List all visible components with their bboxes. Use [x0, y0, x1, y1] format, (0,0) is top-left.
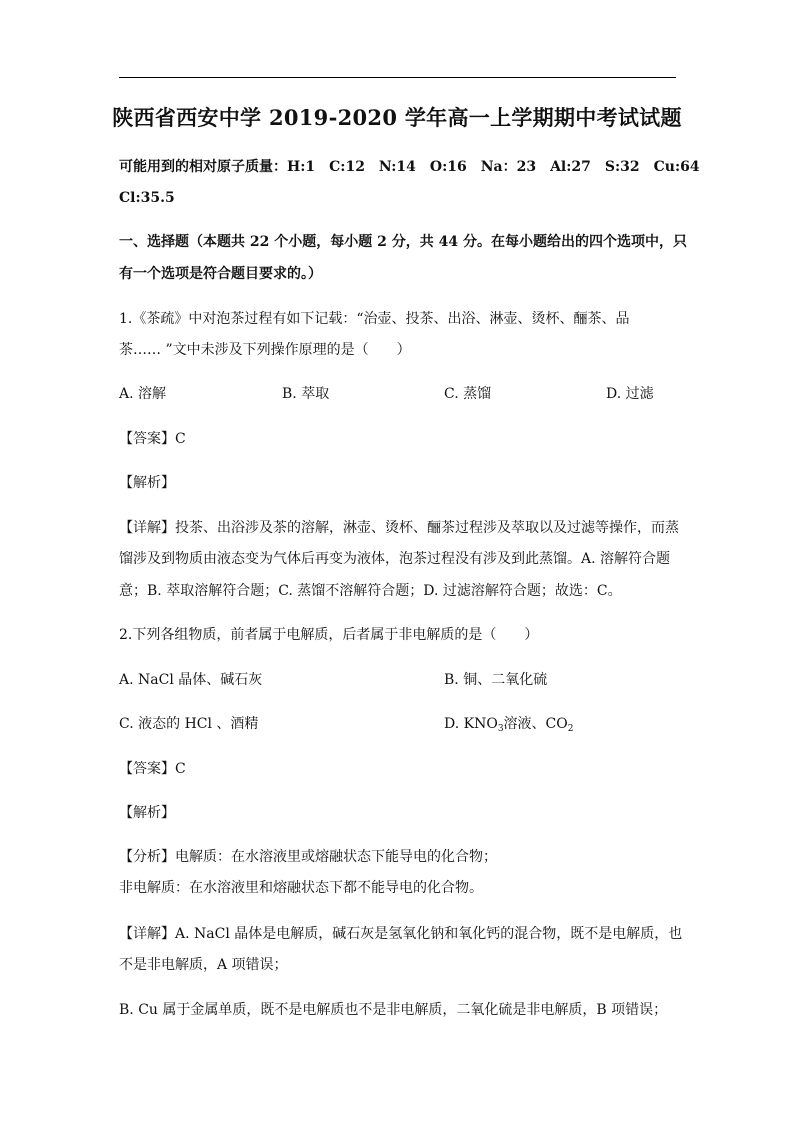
q1-option-b: B. 萃取: [282, 386, 330, 402]
q2-detail-line-3: B. Cu 属于金属单质，既不是电解质也不是非电解质，二氧化硫是非电解质，B 项错误；: [119, 1002, 668, 1018]
q2-analysis-text: 电解质：在水溶液里或熔融状态下能导电的化合物；: [175, 849, 497, 865]
q2-analysis-line-2: 非电解质：在水溶液里和熔融状态下都不能导电的化合物。: [119, 880, 483, 896]
q2-analysis-label: 【分析】: [119, 849, 175, 865]
q2-option-b: B. 铜、二氧化硫: [444, 672, 548, 688]
q1-detail-text: 投茶、出浴涉及茶的溶解，淋壶、烫杯、酾茶过程涉及萃取以及过滤等操作，而蒸: [175, 520, 679, 536]
atomic-mass-line-2: Cl:35.5: [119, 190, 175, 206]
q2-option-d: [444, 715, 573, 733]
q2-analysis-line-1: [119, 848, 497, 866]
q2-option-d-formula-2: 溶液、CO: [503, 716, 568, 732]
q1-detail-label: 【详解】: [119, 520, 175, 536]
q1-detail-line-3: 意；B. 萃取溶解符合题；C. 蒸馏不溶解符合题；D. 过滤溶解符合题；故选：C。: [119, 583, 622, 599]
header-rule: [119, 77, 676, 78]
q1-answer: 【答案】C: [119, 431, 186, 447]
q2-analysis: 【解析】: [119, 805, 175, 821]
section-heading-line-1: 一、选择题（本题共 22 个小题，每小题 2 分，共 44 分。在每小题给出的四个选项中，只: [119, 234, 687, 250]
atomic-mass-line-1: 可能用到的相对原子质量：H:1 C:12 N:14 O:16 Na：23 Al:27 S:32 Cu:64: [119, 159, 700, 175]
q2-answer: 【答案】C: [119, 761, 186, 777]
q1-option-d: D. 过滤: [606, 386, 654, 402]
q2-detail-text: A. NaCl 晶体是电解质，碱石灰是氢氧化钠和氧化钙的混合物，既不是电解质，也: [175, 926, 683, 942]
q1-option-c: C. 蒸馏: [444, 386, 492, 402]
q2-detail-label: 【详解】: [119, 926, 175, 942]
q2-detail-line-2: 不是非电解质，A 项错误；: [119, 957, 288, 973]
q2-option-d-subscript-2: 2: [567, 724, 574, 734]
q1-detail-line-1: [119, 519, 679, 537]
q2-stem: 2.下列各组物质，前者属于电解质，后者属于非电解质的是（ ）: [119, 627, 539, 643]
page-title: 陕西省西安中学 2019-2020 学年高一上学期期中考试试题: [112, 105, 682, 130]
q1-option-a: A. 溶解: [119, 386, 167, 402]
q1-analysis: 【解析】: [119, 475, 175, 491]
q2-option-a: A. NaCl 晶体、碱石灰: [119, 672, 263, 688]
section-heading-line-2: 有一个选项是符合题目要求的。）: [119, 266, 322, 282]
q1-stem-line-2: 茶…… ”文中未涉及下列操作原理的是（ ）: [119, 342, 411, 358]
q1-detail-line-2: 馏涉及到物质由液态变为气体后再变为液体，泡茶过程没有涉及到此蒸馏。A. 溶解符合题: [119, 551, 671, 567]
q2-option-d-formula-1: D. KNO: [444, 716, 498, 732]
q2-option-d-subscript-1: 3: [497, 724, 504, 734]
q2-detail-line-1: [119, 925, 682, 943]
q1-stem-line-1: 1.《茶疏》中对泡茶过程有如下记载：“治壶、投茶、出浴、淋壶、烫杯、酾茶、品: [119, 311, 630, 327]
q2-option-c: C. 液态的 HCl 、酒精: [119, 716, 259, 732]
